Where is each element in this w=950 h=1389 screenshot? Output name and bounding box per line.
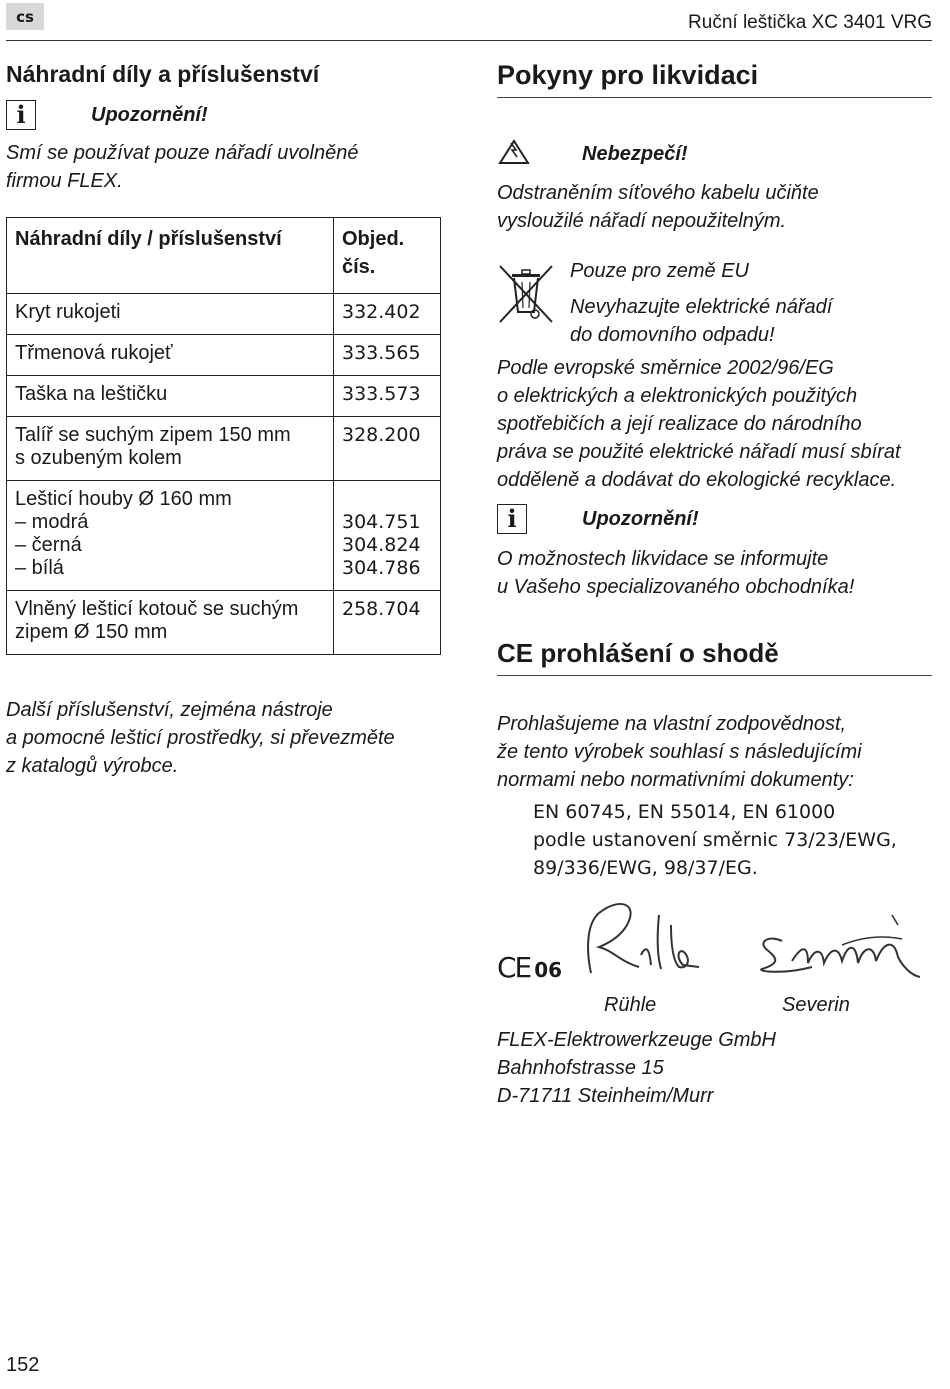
signature-severin (752, 905, 927, 990)
directive-text: Podle evropské směrnice 2002/96/EG o elektrických a elektronických použitých spotřebičích a její realizace do národního práva se použité elektrické nářadí musí sbírat odděleně a dodávat do ekologické recyklace. (497, 357, 901, 491)
column-header-name: Náhradní díly / příslušenství (7, 218, 334, 294)
table-row (7, 294, 441, 335)
ce-intro-text: Prohlašujeme na vlastní zodpovědnost, že tento výrobek souhlasí s následujícími normami nebo normativními dokumenty: (497, 713, 862, 791)
table-row (7, 376, 441, 417)
ce-heading-rule (497, 675, 932, 676)
part-name: Třmenová rukojeť (7, 335, 334, 376)
spare-parts-table (6, 217, 441, 655)
danger-text: Odstraněním síťového kabelu učiňte vysloužilé nářadí nepoužitelným. (497, 182, 819, 232)
notice-text: Smí se používat pouze nářadí uvolněné firmou FLEX. (6, 142, 359, 192)
ce-mark: CE 06 (497, 951, 563, 984)
column-header-order-number: Objed. čís. (334, 218, 441, 294)
ce-heading: CE prohlášení o shodě (497, 638, 779, 668)
header-rule (6, 40, 932, 41)
part-name: Taška na leštičku (7, 376, 334, 417)
info-label: Upozornění! (582, 507, 699, 530)
disposal-heading-rule (497, 97, 932, 98)
table-row (7, 591, 441, 655)
spare-parts-heading: Náhradní díly a příslušenství (6, 61, 320, 87)
part-name: Talíř se suchým zipem 150 mm s ozubeným kolem (7, 417, 334, 481)
table-header-row (7, 218, 441, 294)
signature-ruhle (579, 895, 704, 990)
manufacturer-address: FLEX-Elektrowerkzeuge GmbH Bahnhofstrasse 15 D-71711 Steinheim/Murr (497, 1029, 776, 1107)
spare-parts-notice (6, 98, 208, 132)
weee-text: Pouze pro země EU Nevyhazujte elektrické nářadí do domovního odpadu! (570, 260, 833, 346)
ce-standards-text: EN 60745, EN 55014, EN 61000 podle ustanovení směrnic 73/23/EWG, 89/336/EWG, 98/37/EG. (533, 801, 897, 879)
crossed-bin-icon (497, 262, 557, 331)
page-number: 152 (6, 1354, 40, 1376)
warning-triangle-icon (497, 138, 531, 171)
signatory-name: Rühle (604, 994, 657, 1016)
info-icon: i (6, 100, 36, 130)
language-tab: cs (6, 3, 44, 30)
part-order-number: 332.402 (334, 294, 441, 335)
part-name: Lešticí houby Ø 160 mm – modrá – černá – bílá (7, 481, 334, 591)
table-row (7, 481, 441, 591)
danger-notice (497, 137, 688, 171)
document-title: Ruční leštička XC 3401 VRG (688, 12, 932, 33)
notice-label: Upozornění! (91, 103, 208, 126)
part-name: Kryt rukojeti (7, 294, 334, 335)
part-order-number: 333.565 (334, 335, 441, 376)
part-order-number: 333.573 (334, 376, 441, 417)
disposal-info-text: O možnostech likvidace se informujte u Vašeho specializovaného obchodníka! (497, 548, 855, 598)
accessories-footer-text: Další příslušenství, zejména nástroje a pomocné lešticí prostředky, si převezměte z katalogů výrobce. (6, 699, 395, 777)
part-order-number: 258.704 (334, 591, 441, 655)
danger-label: Nebezpečí! (582, 142, 688, 165)
signatory-name: Severin (782, 994, 850, 1016)
disposal-heading: Pokyny pro likvidaci (497, 60, 759, 90)
part-order-number: 304.751 304.824 304.786 (334, 481, 441, 591)
part-order-number: 328.200 (334, 417, 441, 481)
table-row (7, 417, 441, 481)
table-row (7, 335, 441, 376)
disposal-info-notice (497, 502, 699, 536)
part-name: Vlněný lešticí kotouč se suchým zipem Ø 150 mm (7, 591, 334, 655)
info-icon: i (497, 504, 527, 534)
